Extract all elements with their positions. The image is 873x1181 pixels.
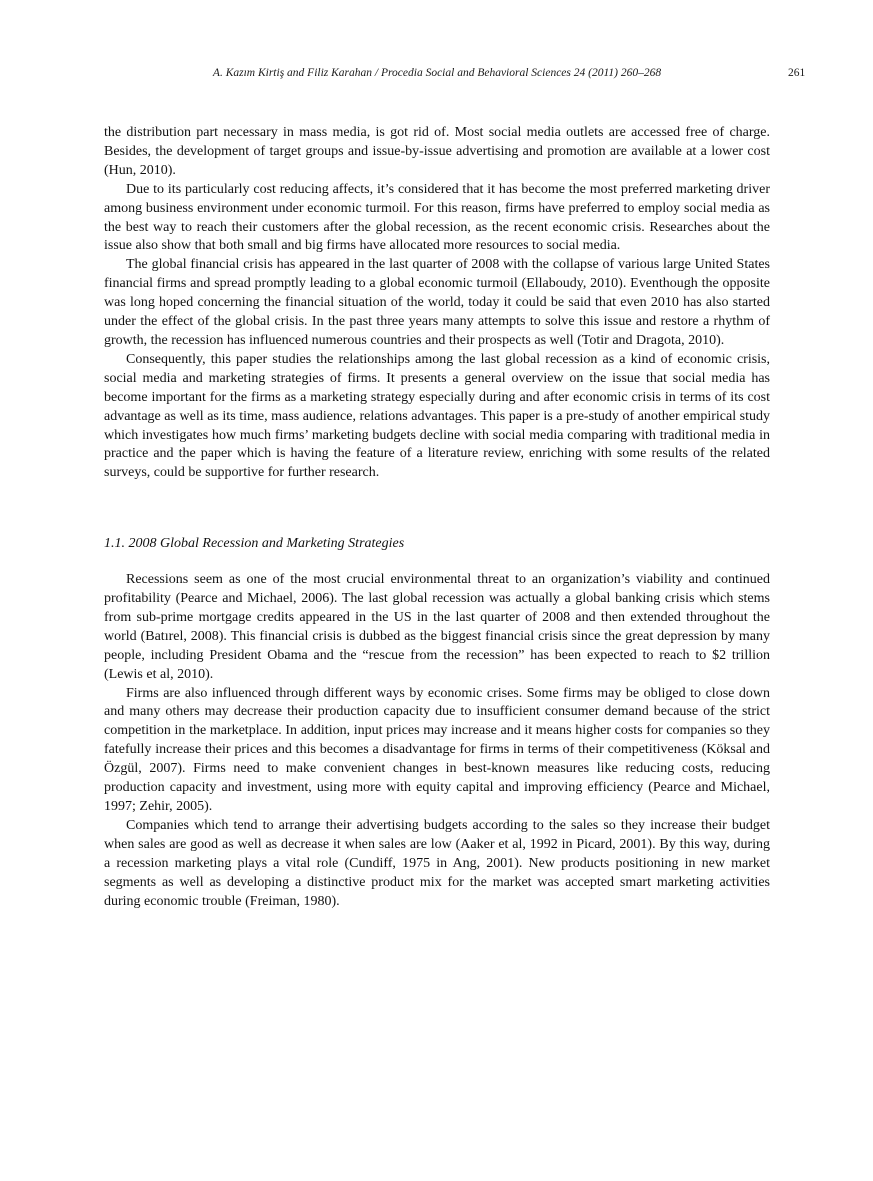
paragraph-intro-2: Due to its particularly cost reducing affects, it’s considered that it has become the most preferred marketing driver among business environment under economic turmoil. For this reason, firms have preferred to employ social media as the best way to reach their customers after the global recession, as the recent economic crisis. Researches about the issue also show that both small and big firms have allocated more resources to social media. <box>104 181 770 254</box>
paragraph-section-2: Firms are also influenced through different ways by economic crises. Some firms may be obliged to close down and many others may decrease their production capacity due to insufficient consumer demand because of the strict competition in the marketplace. In addition, input prices may increase and it means higher costs for companies so they fatefully increase their prices and this becomes a disadvantage for firms in terms of their competitiveness (Köksal and Özgül, 2007). Firms need to make convenient changes in best-known measures like reducing costs, reducing production capacity and investment, using more with equity capital and improving efficiency (Pearce and Michael, 1997; Zehir, 2005). <box>104 685 770 814</box>
running-header <box>104 66 770 80</box>
paragraph-intro-1: the distribution part necessary in mass media, is got rid of. Most social media outlets are accessed free of charge. Besides, the development of target groups and issue-by-issue advertising and promotion are available at a lower cost (Hun, 2010). <box>104 125 770 178</box>
section-heading: 1.1. 2008 Global Recession and Marketing Strategies <box>104 536 405 552</box>
article-body <box>104 124 770 911</box>
paragraph-section-3: Companies which tend to arrange their advertising budgets according to the sales so they increase their budget when sales are good as well as decrease it when sales are low (Aaker et al, 1992 in Picard, 2001). By this way, during a recession marketing plays a vital role (Cundiff, 1975 in Ang, 2001). New products positioning in new market segments as well as developing a distinctive product mix for the market was accepted smart marketing activities during economic trouble (Freiman, 1980). <box>104 817 770 909</box>
paragraph-section-1: Recessions seem as one of the most crucial environmental threat to an organization’s viability and continued profitability (Pearce and Michael, 2006). The last global recession was actually a global banking crisis which stems from sub-prime mortgage credits appeared in the US in the last quarter of 2008 and then extended throughout the world (Batırel, 2008). This financial crisis is dubbed as the biggest financial crisis since the great depression by many people, including President Obama and the “rescue from the recession” has been expected to reach to $2 trillion (Lewis et al, 2010). <box>104 572 770 682</box>
running-title: A. Kazım Kirtiş and Filiz Karahan / Procedia Social and Behavioral Sciences 24 (2011) 260–268 <box>212 67 662 79</box>
paragraph-intro-3: The global financial crisis has appeared in the last quarter of 2008 with the collapse of various large United States financial firms and spread promptly leading to a global economic turmoil (Ellaboudy, 2010). Eventhough the opposite was long hoped concerning the financial situation of the world, today it could be said that even 2010 has also started under the effect of the global crisis. In the past three years many attempts to solve this issue and restore a rhythm of growth, the recession has influenced numerous countries and their prospects as well (Totir and Dragota, 2010). <box>104 257 770 348</box>
page-number: 261 <box>788 67 806 79</box>
paragraph-intro-4: Consequently, this paper studies the relationships among the last global recession as a kind of economic crisis, social media and marketing strategies of firms. It presents a general overview on the issue that social media has become important for the firms as a marketing strategy especially during and after economic crisis in terms of its cost advantage as well as its time, mass audience, relations advantages. This paper is a pre-study of another empirical study which investigates how much firms’ marketing budgets decline with social media comparing with traditional media in practice and the paper which is having the feature of a literature review, enriching with some results of the related surveys, could be supportive for further research. <box>104 351 770 481</box>
